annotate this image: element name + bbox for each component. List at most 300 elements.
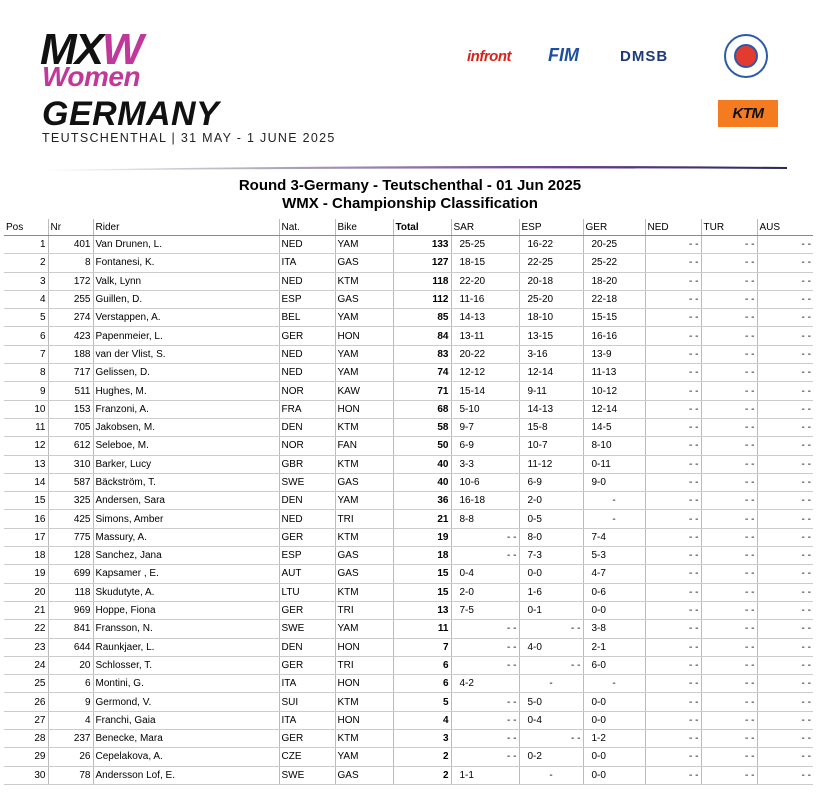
cell-total: 7 [393,638,451,656]
table-row [4,418,813,436]
cell-bike: YAM [335,309,393,327]
cell-ned: - - [645,382,701,400]
cell-nat: SWE [279,766,335,784]
cell-rider: Sanchez, Jana [93,547,279,565]
cell-tur: - - [701,730,757,748]
cell-ger: 5-3 [583,547,645,565]
cell-aus: - - [757,675,813,693]
cell-bike: YAM [335,492,393,510]
cell-pos: 6 [4,327,48,345]
table-row [4,730,813,748]
cell-sar: - - [451,547,519,565]
cell-bike: TRI [335,510,393,528]
cell-ned: - - [645,547,701,565]
cell-sar: 25-25 [451,236,519,254]
cell-nat: NED [279,510,335,528]
cell-pos: 18 [4,547,48,565]
cell-nat: NED [279,345,335,363]
cell-nr: 188 [48,345,93,363]
cell-total: 4 [393,711,451,729]
cell-esp: 0-4 [519,711,583,729]
cell-aus: - - [757,254,813,272]
cell-ger: - [583,510,645,528]
cell-esp: 20-18 [519,272,583,290]
cell-nat: SWE [279,473,335,491]
cell-total: 21 [393,510,451,528]
cell-nr: 401 [48,236,93,254]
cell-bike: GAS [335,290,393,308]
cell-sar: - - [451,711,519,729]
cell-bike: GAS [335,565,393,583]
cell-ned: - - [645,675,701,693]
cell-pos: 4 [4,290,48,308]
cell-sar: - - [451,730,519,748]
cell-sar: 13-11 [451,327,519,345]
championship-table [4,219,813,785]
cell-nat: NED [279,272,335,290]
header-swoosh-divider [40,164,787,172]
cell-sar: 10-6 [451,473,519,491]
cell-bike: KAW [335,382,393,400]
cell-ned: - - [645,309,701,327]
cell-sar: 8-8 [451,510,519,528]
cell-esp: - - [519,730,583,748]
cell-tur: - - [701,766,757,784]
cell-ger: 0-0 [583,711,645,729]
cell-rider: Skudutyte, A. [93,583,279,601]
cell-pos: 9 [4,382,48,400]
cell-bike: HON [335,400,393,418]
cell-total: 84 [393,327,451,345]
cell-total: 74 [393,364,451,382]
cell-bike: GAS [335,547,393,565]
cell-esp: 0-2 [519,748,583,766]
cell-tur: - - [701,528,757,546]
cell-nr: 237 [48,730,93,748]
cell-tur: - - [701,455,757,473]
table-row [4,601,813,619]
cell-rider: Papenmeier, L. [93,327,279,345]
cell-ger: 16-16 [583,327,645,345]
cell-bike: GAS [335,766,393,784]
cell-total: 6 [393,675,451,693]
cell-bike: YAM [335,748,393,766]
cell-total: 5 [393,693,451,711]
cell-nr: 612 [48,437,93,455]
table-row [4,455,813,473]
cell-pos: 12 [4,437,48,455]
cell-esp: 14-13 [519,400,583,418]
cell-sar: 11-16 [451,290,519,308]
col-header-pos: Pos [4,219,48,236]
cell-aus: - - [757,656,813,674]
cell-rider: Simons, Amber [93,510,279,528]
cell-aus: - - [757,327,813,345]
cell-nr: 425 [48,510,93,528]
cell-nr: 8 [48,254,93,272]
cell-rider: Germond, V. [93,693,279,711]
cell-total: 118 [393,272,451,290]
cell-pos: 30 [4,766,48,784]
cell-tur: - - [701,418,757,436]
table-row [4,327,813,345]
cell-esp: 12-14 [519,364,583,382]
table-row [4,272,813,290]
cell-nat: LTU [279,583,335,601]
table-row [4,528,813,546]
cell-aus: - - [757,528,813,546]
cell-rider: Franchi, Gaia [93,711,279,729]
cell-total: 71 [393,382,451,400]
cell-esp: 5-0 [519,693,583,711]
cell-nat: DEN [279,492,335,510]
cell-ger: - [583,492,645,510]
table-row [4,547,813,565]
cell-ger: 22-18 [583,290,645,308]
cell-sar: - - [451,748,519,766]
cell-tur: - - [701,437,757,455]
cell-esp: 1-6 [519,583,583,601]
cell-nat: DEN [279,418,335,436]
cell-bike: TRI [335,601,393,619]
cell-nr: 969 [48,601,93,619]
cell-tur: - - [701,400,757,418]
cell-ger: 9-0 [583,473,645,491]
cell-rider: Massury, A. [93,528,279,546]
cell-bike: KTM [335,528,393,546]
cell-nr: 4 [48,711,93,729]
cell-ned: - - [645,528,701,546]
cell-nat: BEL [279,309,335,327]
col-header-sar: SAR [451,219,519,236]
cell-rider: van der Vlist, S. [93,345,279,363]
cell-tur: - - [701,547,757,565]
col-header-ned: NED [645,219,701,236]
table-row [4,693,813,711]
cell-ned: - - [645,364,701,382]
col-header-nr: Nr [48,219,93,236]
cell-ned: - - [645,455,701,473]
cell-rider: Andersen, Sara [93,492,279,510]
cell-tur: - - [701,309,757,327]
cell-tur: - - [701,254,757,272]
table-row [4,473,813,491]
cell-nr: 325 [48,492,93,510]
cell-ger: 2-1 [583,638,645,656]
cell-pos: 19 [4,565,48,583]
cell-nr: 423 [48,327,93,345]
cell-bike: TRI [335,656,393,674]
cell-ned: - - [645,437,701,455]
document-header [0,0,820,175]
cell-aus: - - [757,565,813,583]
classification-title: WMX - Championship Classification [282,195,538,212]
cell-sar: 14-13 [451,309,519,327]
cell-tur: - - [701,272,757,290]
cell-rider: Van Drunen, L. [93,236,279,254]
cell-ger: 14-5 [583,418,645,436]
cell-aus: - - [757,583,813,601]
cell-esp: 2-0 [519,492,583,510]
cell-ned: - - [645,620,701,638]
cell-aus: - - [757,601,813,619]
cell-aus: - - [757,638,813,656]
cell-pos: 11 [4,418,48,436]
cell-nr: 644 [48,638,93,656]
cell-nr: 274 [48,309,93,327]
cell-total: 58 [393,418,451,436]
cell-pos: 17 [4,528,48,546]
cell-ger: 0-11 [583,455,645,473]
col-header-tur: TUR [701,219,757,236]
dmsb-logo: DMSB [620,48,669,65]
cell-bike: KTM [335,455,393,473]
cell-aus: - - [757,236,813,254]
cell-sar: 4-2 [451,675,519,693]
cell-aus: - - [757,492,813,510]
cell-ger: 0-6 [583,583,645,601]
cell-nr: 255 [48,290,93,308]
cell-nat: GER [279,730,335,748]
cell-aus: - - [757,766,813,784]
cell-rider: Montini, G. [93,675,279,693]
cell-nat: GER [279,528,335,546]
cell-tur: - - [701,638,757,656]
cell-rider: Valk, Lynn [93,272,279,290]
table-header-row [4,219,813,236]
cell-aus: - - [757,620,813,638]
cell-nr: 172 [48,272,93,290]
cell-sar: 5-10 [451,400,519,418]
cell-esp: - - [519,656,583,674]
cell-ger: 0-0 [583,601,645,619]
cell-esp: 9-11 [519,382,583,400]
cell-esp: 8-0 [519,528,583,546]
cell-rider: Fransson, N. [93,620,279,638]
cell-rider: Schlosser, T. [93,656,279,674]
cell-ned: - - [645,510,701,528]
cell-ger: 1-2 [583,730,645,748]
cell-pos: 25 [4,675,48,693]
cell-ned: - - [645,418,701,436]
cell-total: 36 [393,492,451,510]
cell-aus: - - [757,510,813,528]
cell-esp: 13-15 [519,327,583,345]
cell-ger: 7-4 [583,528,645,546]
cell-sar: - - [451,528,519,546]
cell-total: 13 [393,601,451,619]
cell-pos: 23 [4,638,48,656]
cell-tur: - - [701,711,757,729]
cell-ned: - - [645,254,701,272]
cell-aus: - - [757,418,813,436]
table-row [4,766,813,784]
ktm-logo: KTM [718,100,778,127]
cell-ned: - - [645,327,701,345]
cell-total: 19 [393,528,451,546]
table-row [4,236,813,254]
cell-tur: - - [701,510,757,528]
cell-ger: 20-25 [583,236,645,254]
cell-ned: - - [645,400,701,418]
cell-ned: - - [645,748,701,766]
table-row [4,492,813,510]
cell-nr: 153 [48,400,93,418]
cell-total: 2 [393,748,451,766]
cell-tur: - - [701,382,757,400]
table-row [4,400,813,418]
cell-nat: GBR [279,455,335,473]
table-row [4,382,813,400]
cell-pos: 10 [4,400,48,418]
cell-nat: AUT [279,565,335,583]
cell-ger: 13-9 [583,345,645,363]
cell-total: 11 [393,620,451,638]
cell-nr: 511 [48,382,93,400]
cell-nat: NED [279,236,335,254]
cell-bike: KTM [335,418,393,436]
cell-nr: 699 [48,565,93,583]
cell-ger: 25-22 [583,254,645,272]
cell-nat: FRA [279,400,335,418]
cell-aus: - - [757,693,813,711]
club-seal-icon [724,34,768,78]
cell-sar: 20-22 [451,345,519,363]
cell-rider: Seleboe, M. [93,437,279,455]
cell-pos: 16 [4,510,48,528]
cell-nat: NED [279,364,335,382]
cell-sar: - - [451,620,519,638]
cell-tur: - - [701,583,757,601]
table-row [4,565,813,583]
cell-esp: 0-5 [519,510,583,528]
cell-bike: HON [335,638,393,656]
event-location-date: TEUTSCHENTHAL | 31 MAY - 1 JUNE 2025 [42,131,336,145]
table-row [4,748,813,766]
cell-nr: 717 [48,364,93,382]
cell-ger: 3-8 [583,620,645,638]
cell-ger: - [583,675,645,693]
cell-rider: Fontanesi, K. [93,254,279,272]
cell-total: 40 [393,473,451,491]
table-row [4,638,813,656]
cell-aus: - - [757,382,813,400]
cell-esp: - - [519,620,583,638]
cell-ned: - - [645,711,701,729]
cell-total: 85 [393,309,451,327]
table-body [4,236,813,785]
cell-ger: 6-0 [583,656,645,674]
cell-total: 3 [393,730,451,748]
cell-nr: 775 [48,528,93,546]
round-title: Round 3-Germany - Teutschenthal - 01 Jun 2025 [238,177,582,194]
cell-total: 40 [393,455,451,473]
cell-bike: HON [335,327,393,345]
cell-esp: 7-3 [519,547,583,565]
cell-ned: - - [645,601,701,619]
cell-nat: DEN [279,638,335,656]
cell-ger: 8-10 [583,437,645,455]
cell-nr: 78 [48,766,93,784]
cell-pos: 28 [4,730,48,748]
table-row [4,583,813,601]
cell-aus: - - [757,711,813,729]
cell-sar: 12-12 [451,364,519,382]
cell-nr: 587 [48,473,93,491]
table-row [4,656,813,674]
cell-nr: 26 [48,748,93,766]
cell-tur: - - [701,236,757,254]
cell-rider: Andersson Lof, E. [93,766,279,784]
cell-aus: - - [757,309,813,327]
cell-pos: 8 [4,364,48,382]
cell-rider: Jakobsen, M. [93,418,279,436]
cell-tur: - - [701,748,757,766]
cell-ned: - - [645,290,701,308]
cell-ned: - - [645,272,701,290]
cell-nr: 310 [48,455,93,473]
cell-nat: ITA [279,675,335,693]
mxw-women-logo [40,25,142,92]
cell-tur: - - [701,620,757,638]
event-country: GERMANY [42,95,220,133]
col-header-bike: Bike [335,219,393,236]
cell-bike: GAS [335,473,393,491]
cell-pos: 14 [4,473,48,491]
cell-aus: - - [757,547,813,565]
cell-esp: 18-10 [519,309,583,327]
cell-pos: 26 [4,693,48,711]
cell-sar: 9-7 [451,418,519,436]
cell-aus: - - [757,272,813,290]
cell-tur: - - [701,345,757,363]
mxw-logo-text: MXW [40,25,142,74]
cell-total: 50 [393,437,451,455]
cell-total: 112 [393,290,451,308]
cell-bike: KTM [335,730,393,748]
cell-esp: 22-25 [519,254,583,272]
cell-esp: 6-9 [519,473,583,491]
cell-sar: - - [451,656,519,674]
cell-bike: KTM [335,693,393,711]
cell-esp: 25-20 [519,290,583,308]
cell-ger: 0-0 [583,766,645,784]
table-row [4,620,813,638]
cell-tur: - - [701,565,757,583]
cell-sar: 0-4 [451,565,519,583]
cell-pos: 7 [4,345,48,363]
cell-aus: - - [757,400,813,418]
cell-ned: - - [645,766,701,784]
cell-esp: - [519,675,583,693]
cell-sar: - - [451,638,519,656]
cell-nat: NOR [279,437,335,455]
cell-aus: - - [757,345,813,363]
infront-logo: infront [467,48,511,65]
cell-pos: 15 [4,492,48,510]
cell-pos: 5 [4,309,48,327]
cell-nat: ITA [279,711,335,729]
cell-tur: - - [701,656,757,674]
cell-ned: - - [645,638,701,656]
cell-nr: 6 [48,675,93,693]
cell-aus: - - [757,748,813,766]
col-header-rider: Rider [93,219,279,236]
cell-aus: - - [757,290,813,308]
cell-nat: SUI [279,693,335,711]
cell-sar: 22-20 [451,272,519,290]
cell-rider: Raunkjaer, L. [93,638,279,656]
